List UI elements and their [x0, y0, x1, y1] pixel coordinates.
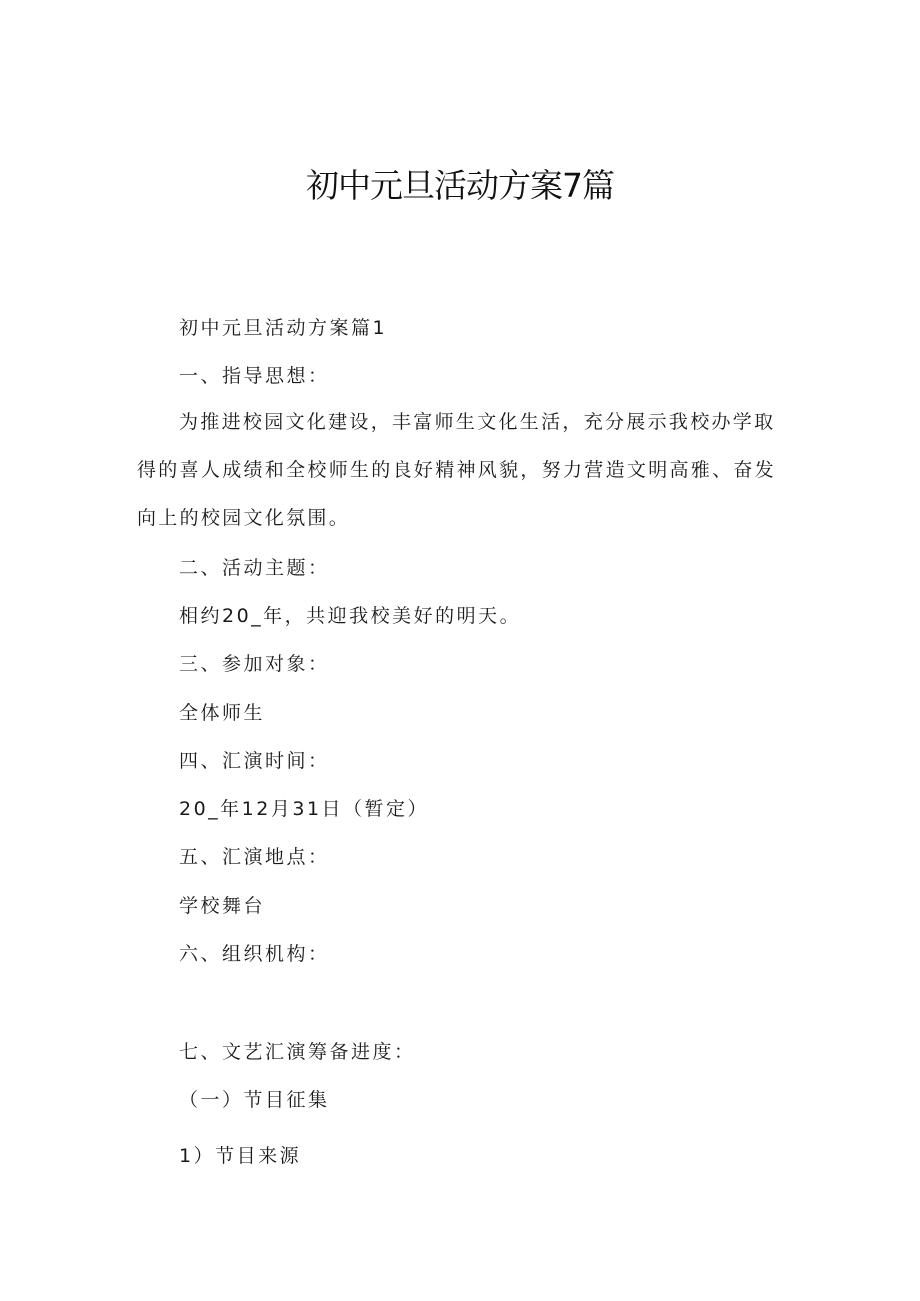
time-heading: 四、汇演时间： — [179, 750, 330, 772]
document-title: 初中元旦活动方案7篇 — [306, 166, 614, 205]
theme-text: 相约20_年，共迎我校美好的明天。 — [179, 605, 522, 627]
list-item-program-source: 1）节目来源 — [179, 1145, 302, 1167]
sub-heading-program-collection: （一）节目征集 — [179, 1089, 330, 1111]
section-heading: 初中元旦活动方案篇1 — [179, 317, 388, 339]
progress-heading: 七、文艺汇演筹备进度： — [179, 1041, 416, 1063]
time-text: 20_年12月31日（暂定） — [179, 798, 430, 820]
participants-heading: 三、参加对象： — [179, 653, 330, 675]
guiding-paragraph: 为推进校园文化建设，丰富师生文化生活，充分展示我校办学取得的喜人成绩和全校师生的良好精神风貌，努力营造文明高雅、奋发向上的校园文化氛围。 — [137, 411, 777, 529]
guiding-heading: 一、指导思想： — [179, 365, 330, 387]
theme-heading: 二、活动主题： — [179, 557, 330, 579]
org-heading: 六、组织机构： — [179, 943, 330, 965]
venue-text: 学校舞台 — [179, 895, 266, 917]
participants-text: 全体师生 — [179, 702, 266, 724]
venue-heading: 五、汇演地点： — [179, 846, 330, 868]
